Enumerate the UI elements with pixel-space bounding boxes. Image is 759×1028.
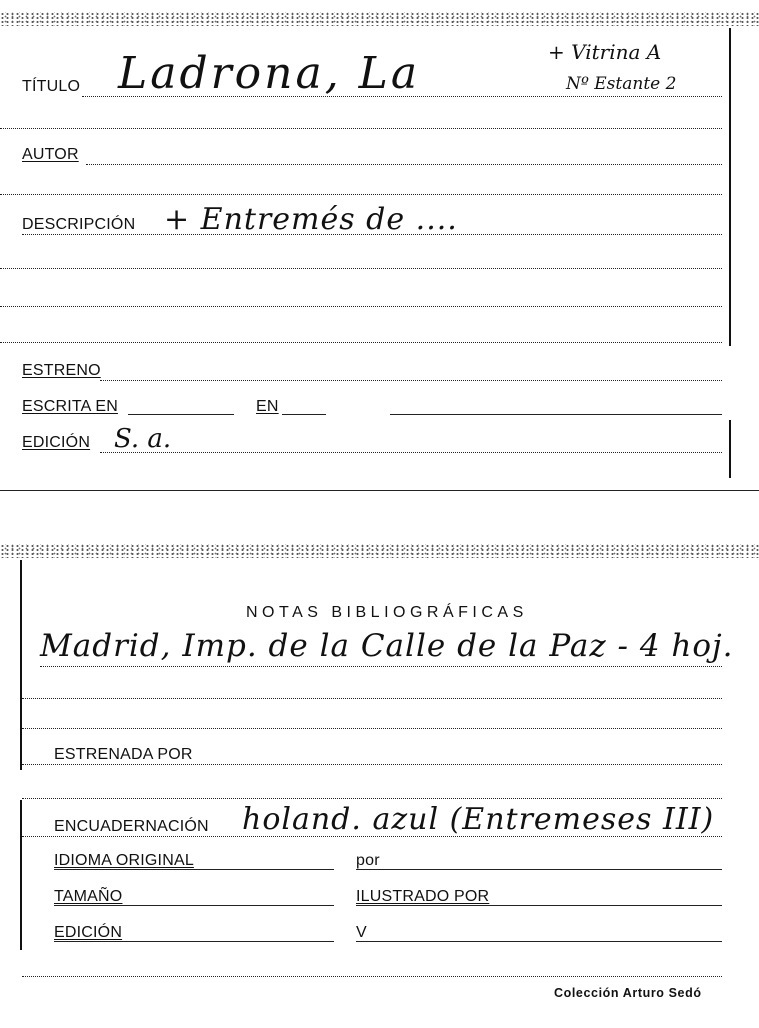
edicion-line [100, 452, 722, 453]
edicion-label: EDICIÓN [22, 434, 91, 451]
rule-line [0, 306, 722, 307]
titulo-label: TÍTULO [22, 78, 81, 95]
autor-label: AUTOR [22, 146, 79, 163]
card-edge-right-lower [729, 420, 731, 478]
card-edge-left-lower [20, 800, 22, 950]
escrita-en-line [128, 414, 234, 415]
rule-line [0, 342, 722, 343]
rule-line [22, 728, 722, 729]
escrita-en-label: ESCRITA EN [22, 398, 118, 415]
tamano-line [54, 905, 334, 906]
edition-handwritten: S. a. [114, 424, 172, 454]
card-separator [0, 490, 759, 491]
estreno-line [100, 380, 722, 381]
rule-line [0, 128, 722, 129]
tamano-label: TAMAÑO [54, 888, 123, 905]
encuadernacion-label: ENCUADERNACIÓN [54, 818, 209, 835]
estrenada-por-label: ESTRENADA POR [54, 746, 193, 763]
rule-line [22, 798, 722, 799]
location-handwritten-2: Nº Estante 2 [566, 74, 677, 94]
notes-handwritten: Madrid, Imp. de la Calle de la Paz - 4 hoj. [40, 628, 734, 664]
scan-noise-top [0, 12, 759, 26]
idioma-original-line [54, 869, 334, 870]
descripcion-label: DESCRIPCIÓN [22, 216, 136, 233]
scan-noise-bottom [0, 544, 759, 558]
title-handwritten: Ladrona, La [118, 48, 421, 99]
rule-line [0, 268, 722, 269]
notas-title: NOTAS BIBLIOGRÁFICAS [246, 604, 528, 621]
idioma-original-label: IDIOMA ORIGINAL [54, 852, 194, 869]
binding-handwritten: holand. azul (Entremeses III) [242, 802, 715, 837]
estreno-label: ESTRENO [22, 362, 101, 379]
autor-line [86, 164, 722, 165]
por-line [356, 869, 722, 870]
en-line-a [282, 414, 326, 415]
card-edge-right [729, 28, 731, 346]
rule-line [0, 194, 722, 195]
rule-line [22, 698, 722, 699]
estrenada-por-line [22, 764, 722, 765]
en-line-b [390, 414, 722, 415]
en-label: EN [256, 398, 279, 415]
edicion-bottom-label: EDICIÓN [54, 924, 123, 941]
location-handwritten-1: + Vitrina A [548, 40, 662, 64]
card-edge-left [20, 560, 22, 770]
description-handwritten: + Entremés de .... [164, 202, 458, 237]
notes-line [40, 666, 722, 667]
ilustrado-por-line [356, 905, 722, 906]
v-line [356, 941, 722, 942]
edicion-bottom-line [54, 941, 334, 942]
v-label: V [356, 924, 367, 941]
collection-credit: Colección Arturo Sedó [554, 986, 702, 1000]
rule-line [22, 976, 722, 977]
por-label: por [356, 852, 380, 869]
ilustrado-por-label: ILUSTRADO POR [356, 888, 490, 905]
